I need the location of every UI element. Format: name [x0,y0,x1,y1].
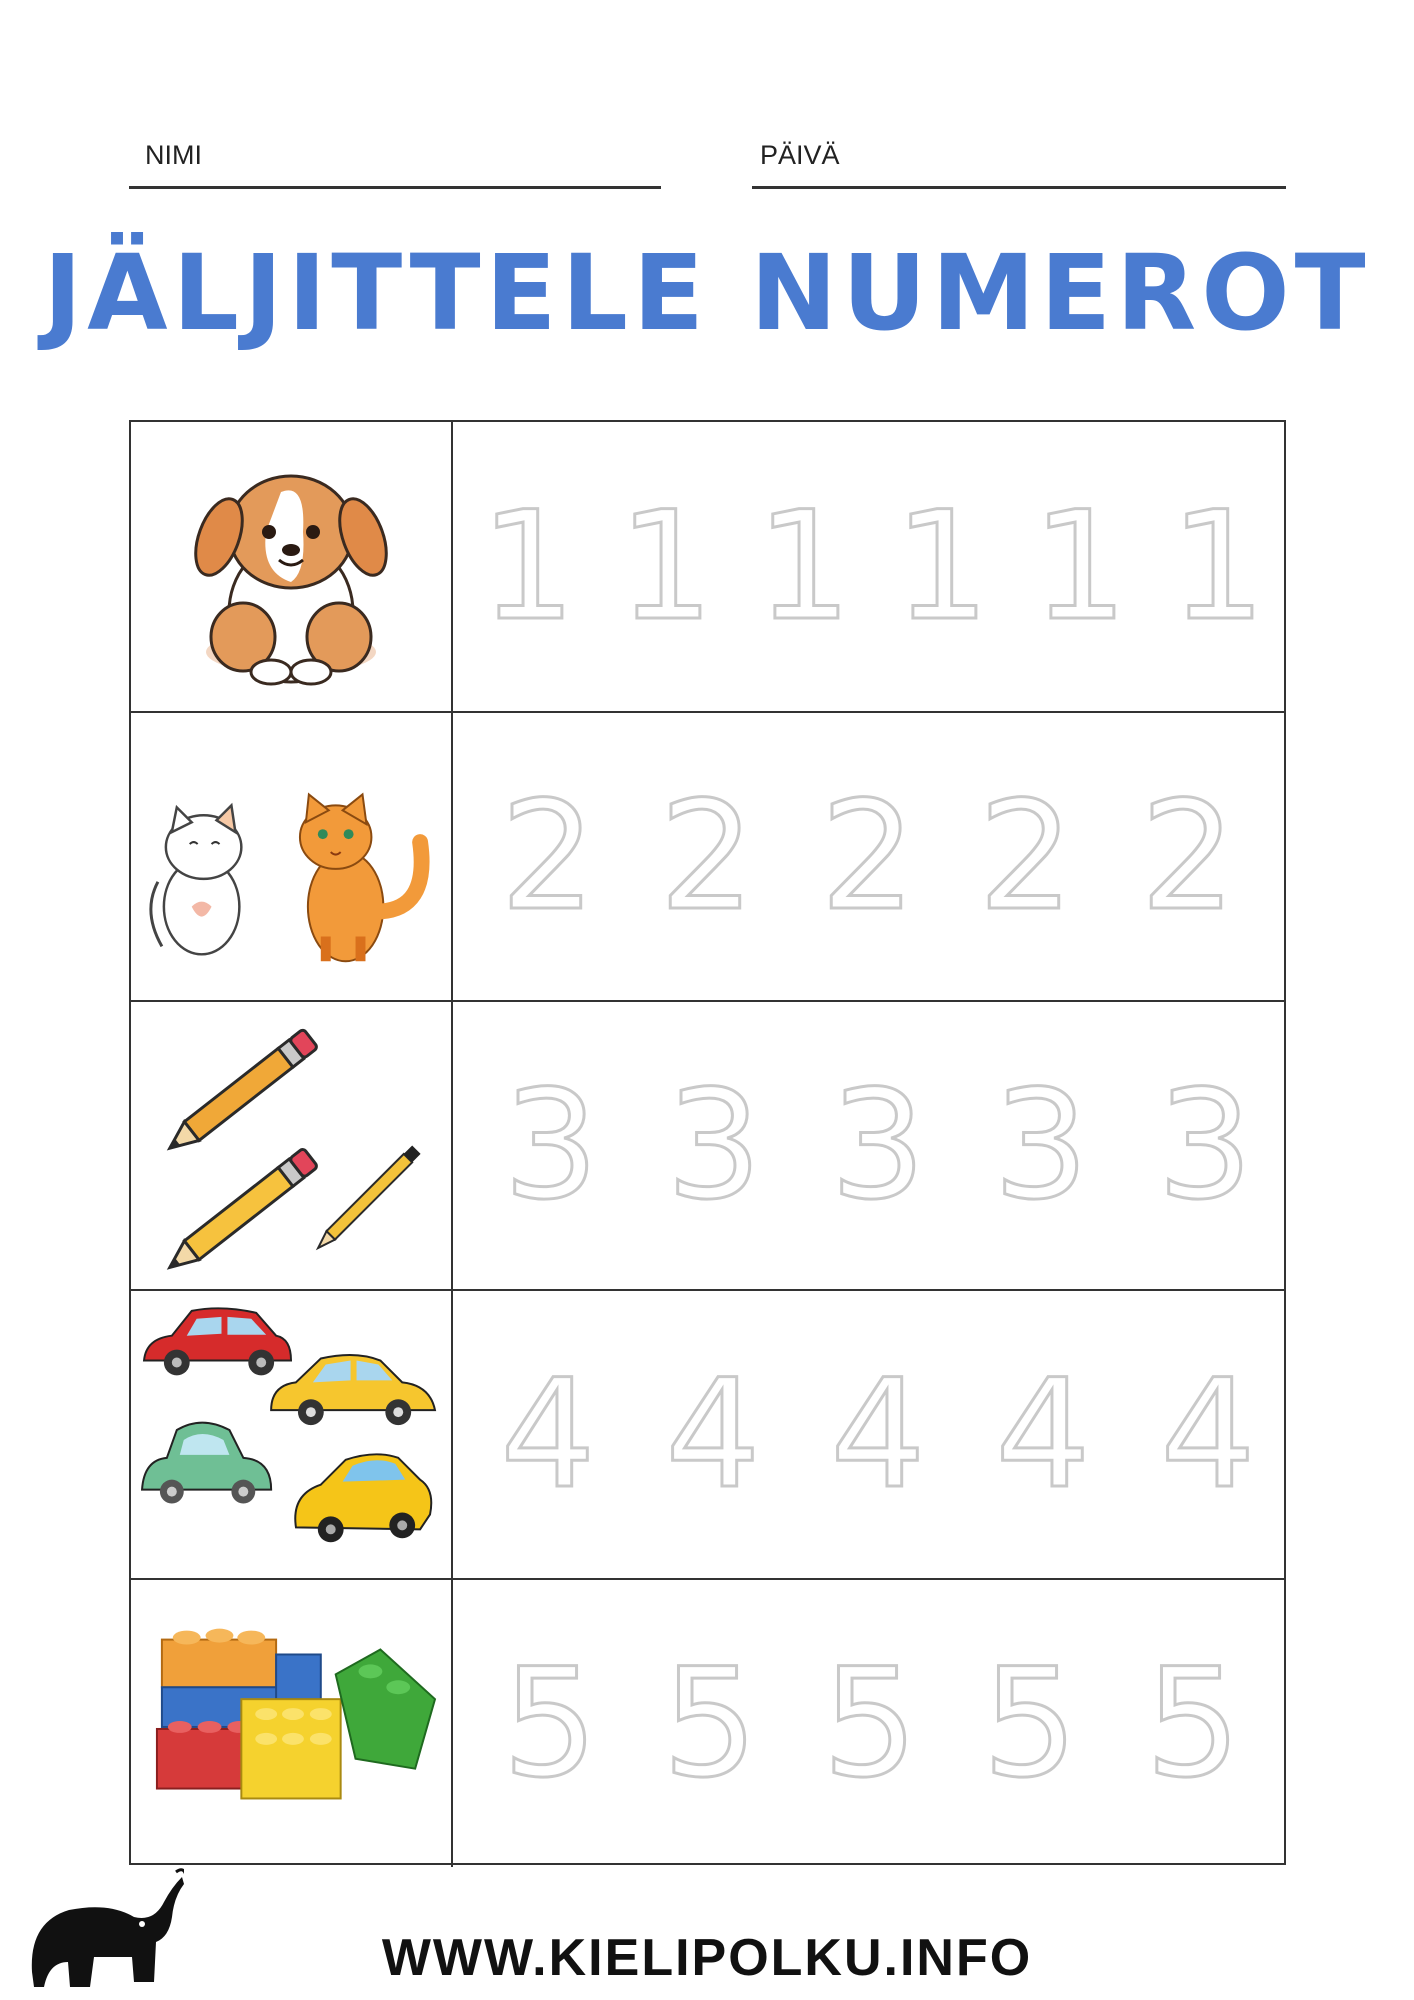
trace-number[interactable]: 5 [1145,1636,1241,1811]
trace-number[interactable]: 2 [978,769,1074,944]
trace-number[interactable]: 3 [1157,1058,1253,1233]
trace-number[interactable]: 1 [894,479,990,654]
trace-number[interactable]: 4 [995,1347,1091,1522]
date-input-line[interactable] [752,186,1286,189]
trace-number[interactable]: 1 [756,479,852,654]
name-label: NIMI [145,140,202,170]
tracing-row-1 [131,422,1284,711]
picture-cell [131,713,453,1000]
trace-number[interactable]: 1 [618,479,714,654]
five-blocks-picture [131,1580,451,1867]
trace-area[interactable] [453,422,1284,711]
three-pencils-picture [131,1002,451,1289]
trace-number[interactable]: 1 [1170,479,1266,654]
tracing-row-4 [131,1289,1284,1578]
trace-number[interactable]: 2 [500,769,596,944]
picture-cell [131,1580,453,1867]
trace-area[interactable] [453,713,1284,1000]
two-cats-picture [131,713,451,1000]
page-title: JÄLJITTELE NUMEROT [43,232,1371,354]
trace-number[interactable]: 5 [662,1636,758,1811]
tracing-row-2 [131,711,1284,1000]
picture-cell [131,422,453,711]
tracing-grid [129,420,1286,1865]
tracing-row-3 [131,1000,1284,1289]
trace-number[interactable]: 5 [982,1636,1078,1811]
trace-number[interactable]: 4 [830,1347,926,1522]
trace-number[interactable]: 4 [500,1347,596,1522]
trace-number[interactable]: 3 [503,1058,599,1233]
tracing-row-5 [131,1578,1284,1867]
name-input-line[interactable] [129,186,661,189]
trace-number[interactable]: 2 [659,769,755,944]
trace-number[interactable]: 1 [1032,479,1128,654]
picture-cell [131,1002,453,1289]
date-label: PÄIVÄ [760,140,840,170]
trace-number[interactable]: 2 [1140,769,1236,944]
trace-number[interactable]: 1 [480,479,576,654]
trace-area[interactable] [453,1291,1284,1578]
four-cars-picture [131,1291,451,1578]
trace-area[interactable] [453,1580,1284,1867]
website-link[interactable]: WWW.KIELIPOLKU.INFO [381,1929,1033,1987]
trace-number[interactable]: 3 [666,1058,762,1233]
dog-picture [131,422,451,711]
trace-number[interactable]: 3 [993,1058,1089,1233]
trace-number[interactable]: 3 [830,1058,926,1233]
trace-number[interactable]: 2 [820,769,916,944]
trace-area[interactable] [453,1002,1284,1289]
trace-number[interactable]: 4 [665,1347,761,1522]
picture-cell [131,1291,453,1578]
trace-number[interactable]: 4 [1160,1347,1256,1522]
trace-number[interactable]: 5 [822,1636,918,1811]
trace-number[interactable]: 5 [502,1636,598,1811]
